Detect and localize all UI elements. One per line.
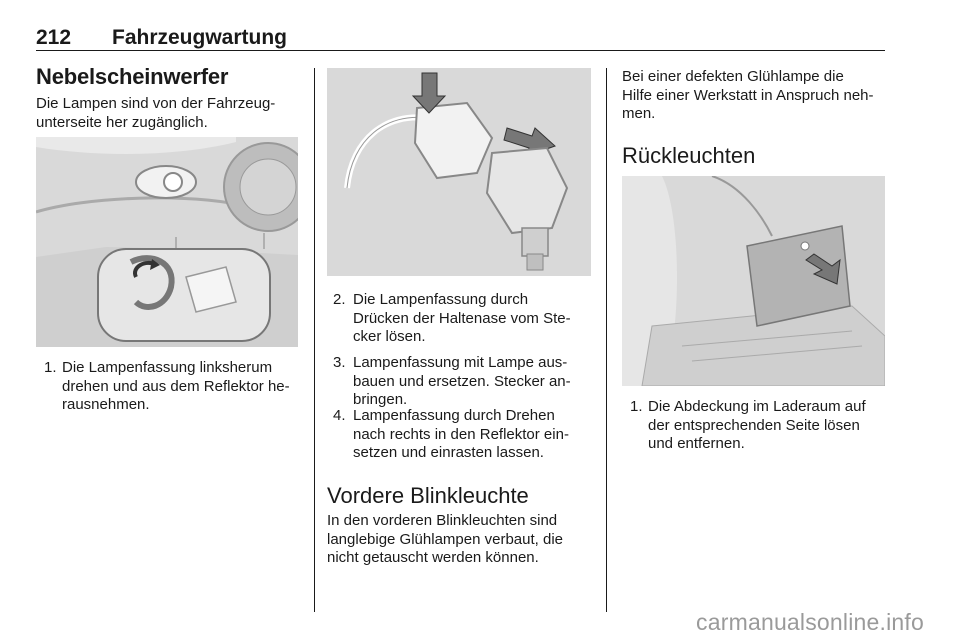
intro-text: [36, 95, 306, 132]
text-line: Lampenfassung mit Lampe aus-: [353, 354, 568, 371]
text-line: unterseite her zugänglich.: [36, 113, 208, 131]
header-rule: [36, 50, 885, 51]
text-line: setzen und einrasten lassen.: [353, 444, 544, 461]
step-text: [648, 398, 892, 454]
text-line: Bei einer defekten Glühlampe die: [622, 68, 844, 85]
text-line: Die Lampen sind von der Fahrzeug-: [36, 95, 276, 112]
step-number: 1.: [630, 398, 643, 415]
bulb-socket-figure: [327, 68, 591, 276]
watermark: carmanualsonline.info: [696, 609, 924, 635]
text-line: bauen und ersetzen. Stecker an-: [353, 372, 571, 390]
text-line: der entsprechenden Seite lösen: [648, 416, 860, 434]
text-line: Hilfe einer Werkstatt in Anspruch neh-: [622, 86, 874, 104]
column-divider-2: [606, 68, 607, 612]
section-heading-turn-signal: Vordere Blinkleuchte: [327, 483, 529, 508]
text-line: Die Abdeckung im Laderaum auf: [648, 398, 866, 415]
step-number: 1.: [44, 359, 57, 376]
text-line: Drücken der Haltenase vom Ste-: [353, 309, 571, 327]
text-line: Die Lampenfassung linksherum: [62, 359, 273, 376]
bulb-socket-illustration: [327, 68, 591, 276]
text-line: men.: [622, 105, 656, 122]
body-text: [327, 512, 597, 568]
step-text: [353, 407, 603, 463]
text-line: Die Lampenfassung durch: [353, 291, 529, 308]
fog-light-illustration: [36, 137, 298, 347]
page-number: 212: [36, 26, 72, 49]
text-line: Lampenfassung durch Drehen: [353, 407, 555, 424]
text-line: In den vorderen Blinkleuchten sind: [327, 512, 558, 529]
section-heading-tail-lights: Rückleuchten: [622, 143, 756, 168]
step-number: 3.: [333, 354, 346, 371]
intro-text: [622, 68, 892, 124]
text-line: nach rechts in den Reflektor ein-: [353, 425, 569, 443]
text-line: und entfernen.: [648, 435, 745, 452]
text-line: cker lösen.: [353, 328, 426, 345]
step-number: 4.: [333, 407, 346, 424]
column-divider-1: [314, 68, 315, 612]
text-line: bringen.: [353, 391, 408, 408]
text-line: nicht getauscht werden können.: [327, 549, 539, 566]
step-text: [62, 359, 306, 415]
text-line: rausnehmen.: [62, 396, 150, 413]
fog-light-figure: [36, 137, 298, 347]
text-line: langlebige Glühlampen verbaut, die: [327, 530, 563, 548]
chapter-title: Fahrzeugwartung: [112, 26, 288, 49]
step-number: 2.: [333, 291, 346, 308]
cargo-area-illustration: [622, 176, 885, 386]
text-line: drehen und aus dem Reflektor he-: [62, 377, 290, 395]
step-text: [353, 354, 603, 410]
step-text: [353, 291, 603, 347]
tail-light-figure: [622, 176, 885, 386]
section-heading-fog-lights: Nebelscheinwerfer: [36, 64, 229, 89]
